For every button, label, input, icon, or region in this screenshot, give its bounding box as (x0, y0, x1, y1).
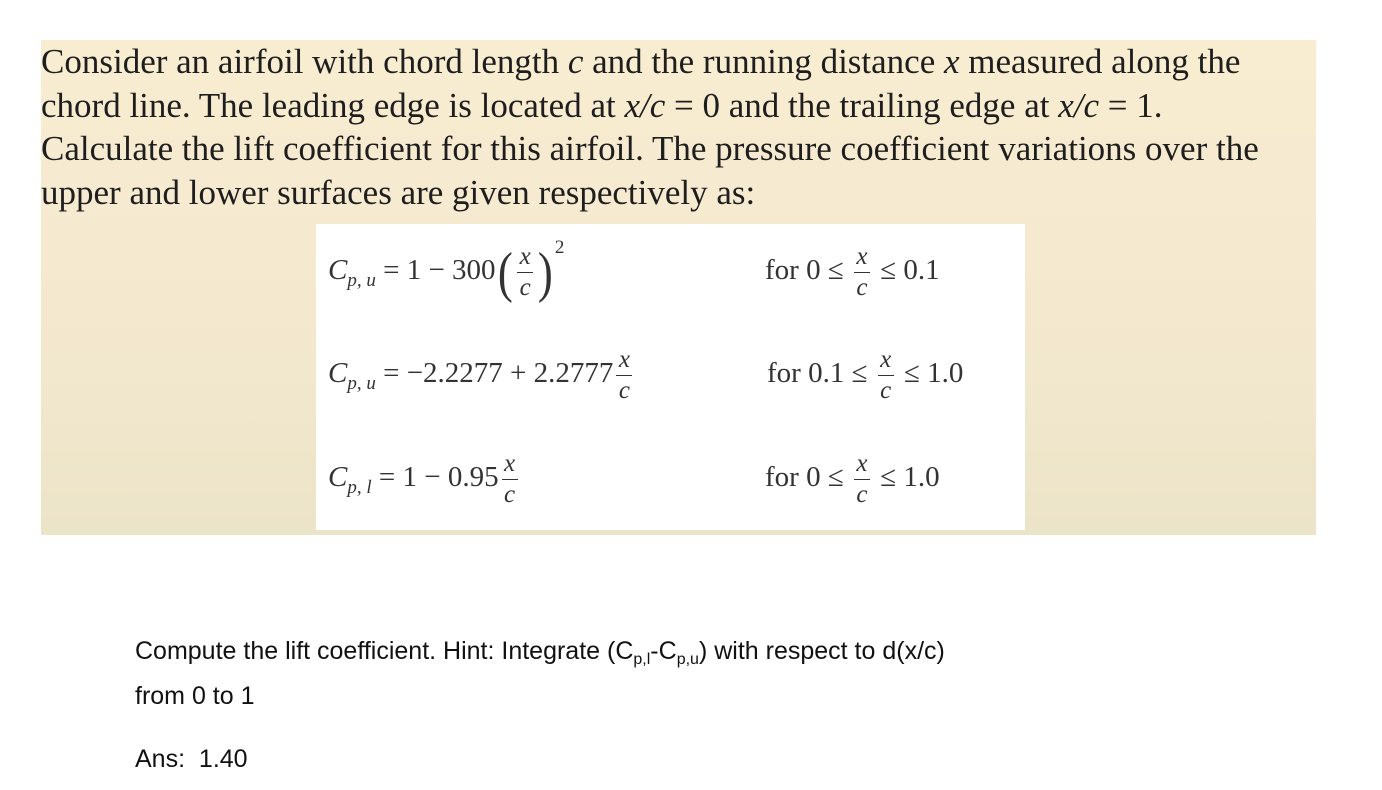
equation-expression: $C_{p, u} = -2.2277 + 2.2777$ $\frac{x}{c}$ (328, 347, 635, 404)
answer-text: Ans: 1.40 (135, 745, 248, 773)
statement-line-4: upper and lower surfaces are given respectively as: (41, 172, 756, 212)
x-over-c-fraction: $\frac{x}{c}$ (502, 451, 518, 508)
problem-statement-box (41, 40, 1316, 535)
problem-statement (41, 40, 1316, 214)
equation-condition: for 0 ≤ $\frac{x}{c}$ ≤ 1.0 (765, 450, 940, 508)
hint-text: Compute the lift coefficient. Hint: Integrate $(C_{p,l}-C_{p,u})$ with respect to d(x/c) from 0 to 1 (135, 637, 945, 710)
equation-condition: for 0 ≤ $\frac{x}{c}$ ≤ 0.1 (765, 243, 940, 301)
equation-upper-aft (316, 339, 1025, 429)
statement-line-1: Consider an airfoil with chord length c and the running distance x measured along the (41, 42, 1241, 81)
x-over-c-fraction: $\frac{x}{c}$ (878, 347, 894, 404)
equation-lower (316, 443, 1025, 533)
x-over-c-fraction: $\frac{x}{c}$ (616, 347, 632, 404)
equation-expression: $C_{p, u} = 1 - 300$( $\frac{x}{c}$ )$^2$ (328, 237, 565, 304)
right-paren: ) (538, 241, 554, 304)
equation-upper-front (316, 236, 1025, 326)
x-over-c-fraction: $\frac{x}{c}$ (854, 451, 870, 508)
left-paren: ( (497, 241, 513, 304)
x-over-c-fraction: $\frac{x}{c}$ (517, 244, 533, 301)
equation-condition: for 0.1 ≤ $\frac{x}{c}$ ≤ 1.0 (767, 346, 964, 404)
equation-expression: $C_{p, l} = 1 - 0.95$ $\frac{x}{c}$ (328, 451, 521, 508)
equation-panel (316, 224, 1025, 530)
statement-line-3: Calculate the lift coefficient for this airfoil. The pressure coefficient variations over the (41, 129, 1259, 168)
statement-line-2: chord line. The leading edge is located at x/c = 0 and the trailing edge at x/c = 1. (41, 85, 1163, 125)
x-over-c-fraction: $\frac{x}{c}$ (854, 244, 870, 301)
